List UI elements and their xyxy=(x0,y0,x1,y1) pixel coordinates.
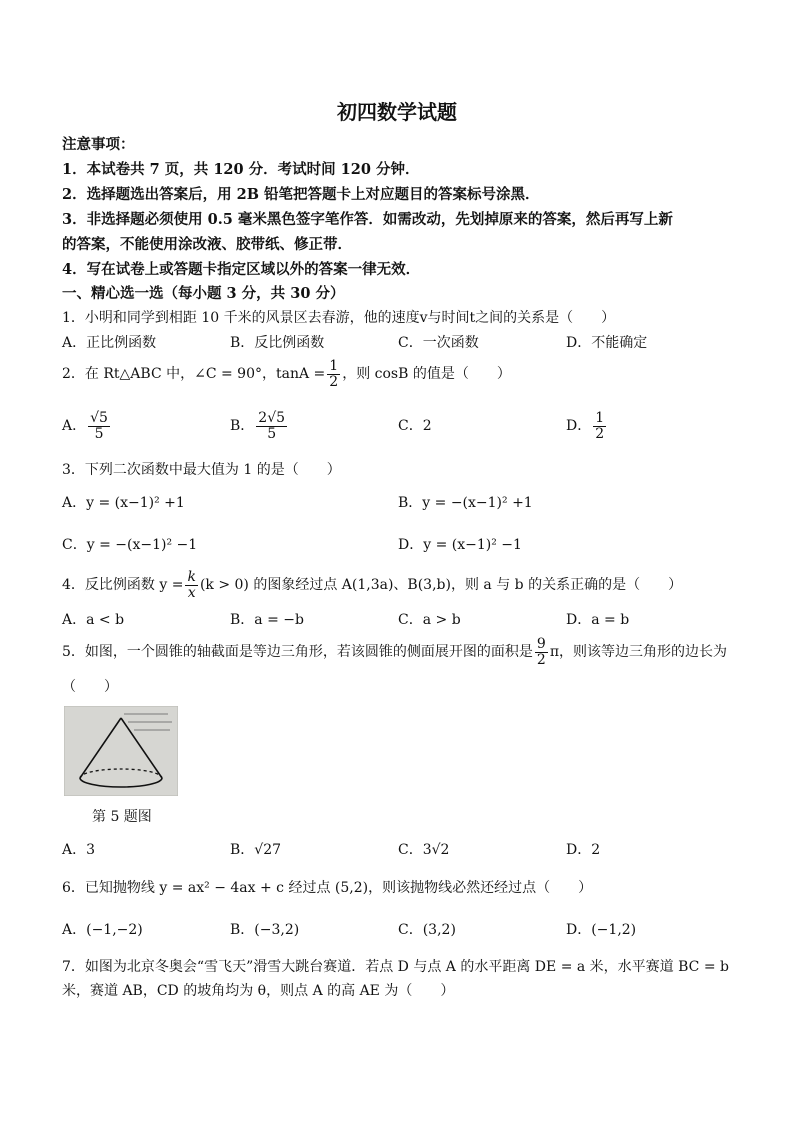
q2-fraction-num: 1 xyxy=(329,357,339,374)
q5-fraction-den: 2 xyxy=(536,651,546,668)
q2-option-a-label: A． xyxy=(62,418,87,434)
question-7-line-1: 7．如图为北京冬奥会“雪飞天”滑雪大跳台赛道．若点 D 与点 A 的水平距离 DE = a 米，水平赛道 BC = b xyxy=(62,959,729,975)
q2-option-a-num: √5 xyxy=(90,409,108,426)
question-7-line-2: 米，赛道 AB，CD 的坡角均为 θ，则点 A 的高 AE 为（ ） xyxy=(62,983,455,999)
q1-option-c: C．一次函数 xyxy=(398,335,479,351)
q5-stem-b: π，则该等边三角形的边长为 xyxy=(549,644,728,660)
q5-option-c: C．3√2 xyxy=(398,842,450,858)
q2-stem-b: ，则 cosB 的值是（ ） xyxy=(342,366,511,382)
question-2-stem xyxy=(62,355,511,393)
q4-option-d: D．a = b xyxy=(566,612,630,628)
question-4-stem xyxy=(62,566,682,604)
q2-option-b-den: 5 xyxy=(267,425,277,442)
q3-option-a: A．y = (x−1)² +1 xyxy=(62,495,185,511)
q2-option-d xyxy=(566,407,608,445)
q1-option-a: A．正比例函数 xyxy=(62,335,157,351)
q3-option-c: C．y = −(x−1)² −1 xyxy=(62,537,198,553)
q5-stem-a: 5．如图，一个圆锥的轴截面是等边三角形，若该圆锥的侧面展开图的面积是 xyxy=(62,644,533,660)
page-title: 初四数学试题 xyxy=(337,100,457,124)
q4-option-c: C．a > b xyxy=(398,612,461,628)
question-3-stem: 3．下列二次函数中最大值为 1 的是（ ） xyxy=(62,462,341,478)
q5-stem-c: （ ） xyxy=(62,679,118,695)
q4-stem-b: (k > 0) 的图象经过点 A(1,3a)、B(3,b)，则 a 与 b 的关系正确的是（ ） xyxy=(199,577,683,593)
question-1-stem: 1．小明和同学到相距 10 千米的风景区去春游，他的速度v与时间t之间的关系是（ ） xyxy=(62,310,616,326)
q3-option-b: B．y = −(x−1)² +1 xyxy=(398,495,533,511)
q4-fraction xyxy=(185,570,197,601)
q4-fraction-num: k xyxy=(187,568,196,585)
q2-stem-a: 2．在 Rt△ABC 中，∠C = 90°，tanA = xyxy=(62,366,326,382)
q4-option-a: A．a < b xyxy=(62,612,125,628)
q5-fraction xyxy=(535,637,548,668)
q4-fraction-den: x xyxy=(187,584,196,601)
q5-fraction-num: 9 xyxy=(536,635,546,652)
notice-item-1: 1．本试卷共 7 页，共 120 分．考试时间 120 分钟． xyxy=(62,161,420,178)
q2-option-a xyxy=(62,407,112,445)
notice-heading: 注意事项： xyxy=(62,136,135,153)
notice-item-4: 4．写在试卷上或答题卡指定区域以外的答案一律无效． xyxy=(62,261,421,278)
q2-option-b-label: B． xyxy=(230,418,255,434)
q3-option-d: D．y = (x−1)² −1 xyxy=(398,537,522,553)
q2-fraction xyxy=(327,359,340,390)
cone-figure xyxy=(64,706,178,796)
section-heading: 一、精心选一选（每小题 3 分，共 30 分） xyxy=(62,285,345,302)
q2-option-c: C．2 xyxy=(398,418,432,434)
question-6-stem: 6．已知抛物线 y = ax² − 4ax + c 经过点 (5,2)，则该抛物线必然还经过点（ ） xyxy=(62,880,593,896)
q2-option-d-num: 1 xyxy=(595,409,605,426)
q2-option-b xyxy=(230,407,289,445)
q4-option-b: B．a = −b xyxy=(230,612,304,628)
q2-option-a-den: 5 xyxy=(94,425,104,442)
q5-option-b: B．√27 xyxy=(230,842,282,858)
q5-option-a: A．3 xyxy=(62,842,96,858)
notice-item-3: 3．非选择题必须使用 0.5 毫米黑色签字笔作答．如需改动，先划掉原来的答案，然后再写上新 xyxy=(62,211,673,228)
q2-option-d-label: D． xyxy=(566,418,592,434)
q1-option-d: D．不能确定 xyxy=(566,335,648,351)
q4-stem-a: 4．反比例函数 y = xyxy=(62,577,184,593)
q2-option-a-frac xyxy=(88,411,110,442)
notice-item-3-cont: 的答案，不能使用涂改液、胶带纸、修正带． xyxy=(62,236,352,253)
q1-option-b: B．反比例函数 xyxy=(230,335,325,351)
q5-option-d: D．2 xyxy=(566,842,601,858)
q6-option-d: D．(−1,2) xyxy=(566,922,637,938)
q2-option-b-num: 2√5 xyxy=(258,409,286,426)
figure-caption: 第 5 题图 xyxy=(92,809,152,825)
q2-option-d-frac xyxy=(593,411,606,442)
question-5-stem xyxy=(62,633,727,671)
q2-fraction-den: 2 xyxy=(329,373,339,390)
q6-option-a: A．(−1,−2) xyxy=(62,922,143,938)
q2-option-d-den: 2 xyxy=(595,425,605,442)
figure-background xyxy=(64,706,178,796)
notice-item-2: 2．选择题选出答案后，用 2B 铅笔把答题卡上对应题目的答案标号涂黑． xyxy=(62,186,540,203)
q2-option-b-frac xyxy=(256,411,287,442)
q6-option-c: C．(3,2) xyxy=(398,922,456,938)
q6-option-b: B．(−3,2) xyxy=(230,922,300,938)
